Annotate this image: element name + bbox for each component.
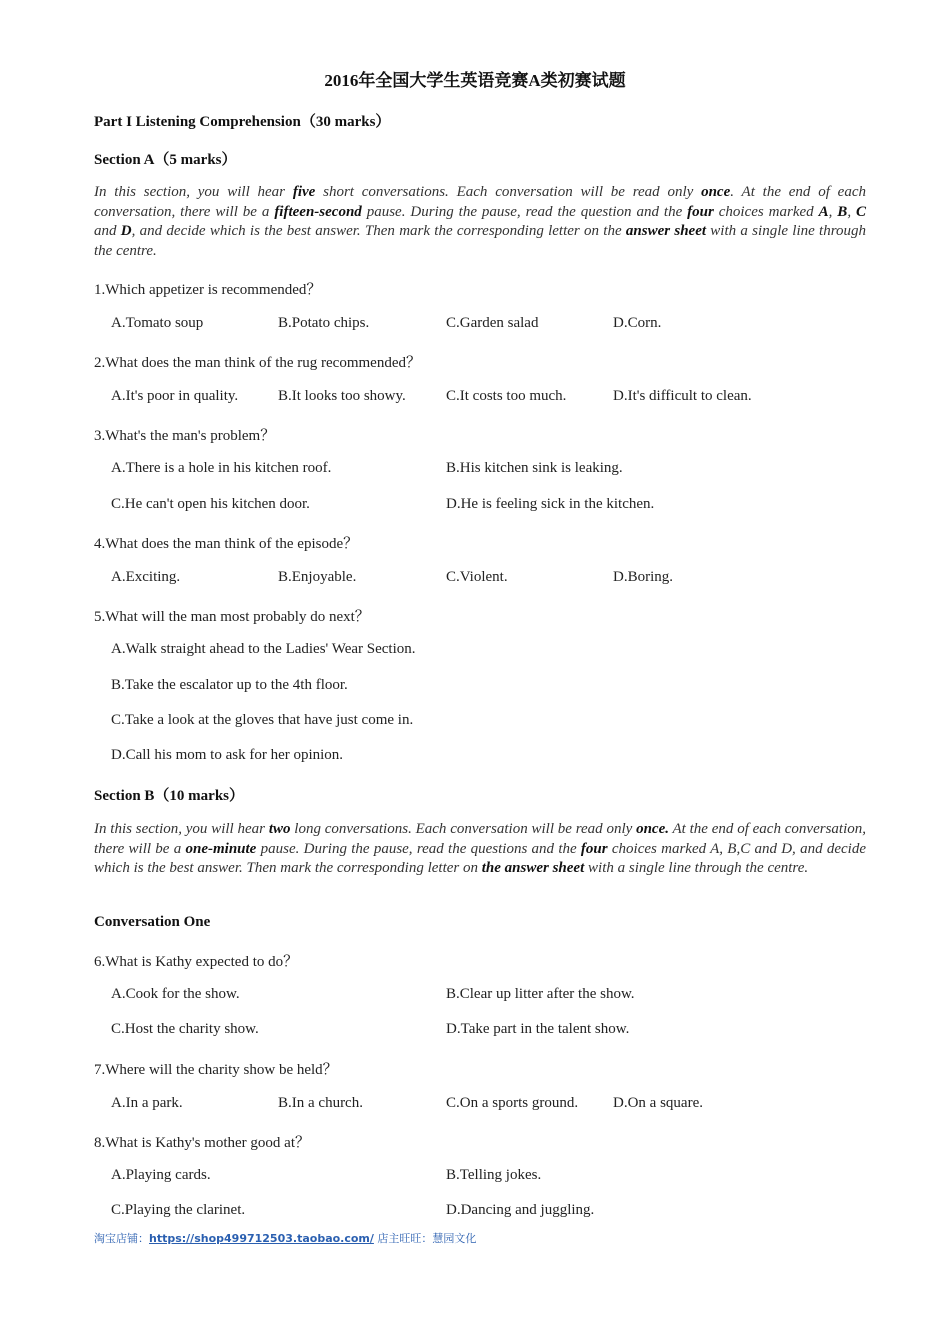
q6-option-c: C.Host the charity show. (111, 1021, 259, 1037)
question-7: 7.Where will the charity show be held？ (94, 1062, 338, 1078)
q1-option-a: A.Tomato soup (111, 315, 204, 331)
q4-option-c: C.Violent. (446, 569, 508, 585)
question-6: 6.What is Kathy expected to do？ (94, 954, 299, 970)
q6-option-b: B.Clear up litter after the show. (446, 986, 635, 1002)
question-3: 3.What's the man's problem？ (94, 428, 276, 444)
q7-option-d: D.On a square. (613, 1095, 703, 1111)
q5-option-b: B.Take the escalator up to the 4th floor. (111, 677, 348, 693)
footer (94, 1230, 476, 1246)
q5-option-d: D.Call his mom to ask for her opinion. (111, 747, 344, 763)
section-b-instructions: In this section, you will hear two long conversations. Each conversation will be read only once. At the end of each conversation, there will be a one-minute pause. During the pause, read the questions and the four choices marked A, B,C and D, and decide which is the best answer. Then mark the corresponding letter on the answer sheet with a single line through the centre. (94, 821, 866, 876)
q3-option-d: D.He is feeling sick in the kitchen. (446, 496, 655, 512)
q5-option-c: C.Take a look at the gloves that have just come in. (111, 712, 414, 728)
section-a-heading: Section A（5 marks） (94, 152, 237, 168)
section-b-heading: Section B（10 marks） (94, 788, 245, 804)
question-5: 5.What will the man most probably do next？ (94, 609, 370, 625)
part-heading: Part I Listening Comprehension（30 marks） (94, 114, 391, 130)
q6-option-a: A.Cook for the show. (111, 986, 240, 1002)
q3-option-b: B.His kitchen sink is leaking. (446, 460, 623, 476)
q1-option-c: C.Garden salad (446, 315, 539, 331)
q3-option-c: C.He can't open his kitchen door. (111, 496, 310, 512)
q8-option-d: D.Dancing and juggling. (446, 1202, 595, 1218)
q8-option-c: C.Playing the clarinet. (111, 1202, 246, 1218)
q2-option-d: D.It's difficult to clean. (613, 388, 752, 404)
question-4: 4.What does the man think of the episode？ (94, 536, 359, 552)
q7-option-a: A.In a park. (111, 1095, 183, 1111)
q4-option-b: B.Enjoyable. (278, 569, 357, 585)
q7-option-c: C.On a sports ground. (446, 1095, 579, 1111)
conversation-one-heading: Conversation One (94, 914, 211, 930)
section-a-instructions: In this section, you will hear five short conversations. Each conversation will be read only once. At the end of each conversation, there will be a fifteen-second pause. During the pause, read the question and the four choices marked A, B, C and D, and decide which is the best answer. Then mark the corresponding letter on the answer sheet with a single line through the centre. (94, 184, 867, 259)
q4-option-a: A.Exciting. (111, 569, 181, 585)
q1-option-d: D.Corn. (613, 315, 662, 331)
q2-option-c: C.It costs too much. (446, 388, 567, 404)
question-8: 8.What is Kathy's mother good at？ (94, 1135, 310, 1151)
q4-option-d: D.Boring. (613, 569, 673, 585)
footer-label: 淘宝店铺： (94, 1232, 149, 1245)
q8-option-b: B.Telling jokes. (446, 1167, 542, 1183)
q7-option-b: B.In a church. (278, 1095, 363, 1111)
q2-option-a: A.It's poor in quality. (111, 388, 239, 404)
q3-option-a: A.There is a hole in his kitchen roof. (111, 460, 332, 476)
footer-shopkeeper: 店主旺旺：慧园文化 (373, 1232, 477, 1245)
q5-option-a: A.Walk straight ahead to the Ladies' Wear Section. (111, 641, 416, 657)
question-2: 2.What does the man think of the rug recommended？ (94, 355, 421, 371)
q6-option-d: D.Take part in the talent show. (446, 1021, 630, 1037)
q2-option-b: B.It looks too showy. (278, 388, 406, 404)
q8-option-a: A.Playing cards. (111, 1167, 211, 1183)
question-1: 1.Which appetizer is recommended？ (94, 282, 322, 298)
page-title: 2016年全国大学生英语竞赛A类初赛试题 (324, 71, 626, 90)
shop-link[interactable]: https://shop499712503.taobao.com/ (149, 1232, 374, 1245)
q1-option-b: B.Potato chips. (278, 315, 370, 331)
